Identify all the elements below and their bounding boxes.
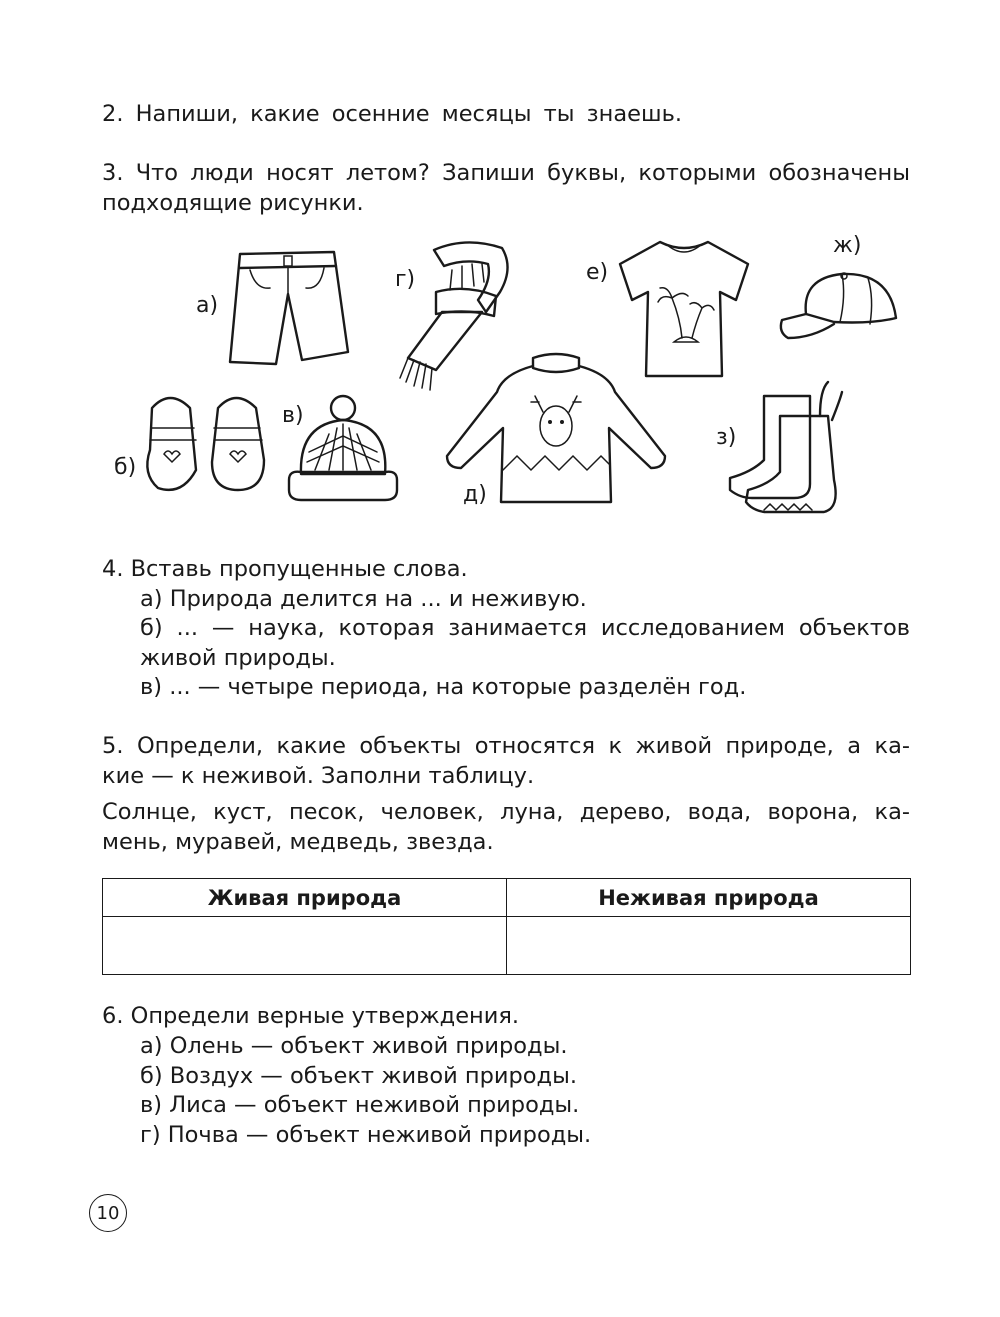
task6-item-a: а) Олень — объект живой природы. xyxy=(140,1033,568,1059)
table-header-nonliving: Неживая природа xyxy=(507,879,911,917)
label-zh: ж) xyxy=(833,233,862,258)
sandals-illustration xyxy=(138,390,270,496)
rubber-boots-illustration xyxy=(724,380,846,516)
task4-title: 4. Вставь пропущенные слова. xyxy=(102,556,468,582)
task6-item-b: б) Воздух — объект живой природы. xyxy=(140,1063,578,1089)
winter-hat-illustration xyxy=(285,394,401,504)
task4-item-a: а) Природа делится на ... и неживую. xyxy=(140,586,587,612)
task4-item-b-line2: живой природы. xyxy=(140,645,336,671)
label-a: а) xyxy=(196,293,219,318)
task6-item-v: в) Лиса — объект неживой природы. xyxy=(140,1092,580,1118)
task5-line1: 5. Определи, какие объекты относятся к живой природе, а ка- xyxy=(102,733,910,759)
label-b: б) xyxy=(114,455,137,480)
page-number: 10 xyxy=(89,1194,127,1232)
task5-line2: кие — к неживой. Заполни таблицу. xyxy=(102,763,535,789)
task5-word-list-line2: мень, муравей, медведь, звезда. xyxy=(102,829,494,855)
task2-text: 2. Напиши, какие осенние месяцы ты знаешь. xyxy=(102,101,682,127)
label-g: г) xyxy=(395,267,416,292)
label-v: в) xyxy=(282,403,304,428)
palm-tshirt-illustration xyxy=(616,238,752,380)
label-z: з) xyxy=(716,425,737,450)
task6-title: 6. Определи верные утверждения. xyxy=(102,1003,520,1029)
task3-line1: 3. Что люди носят летом? Запиши буквы, которыми обозначены xyxy=(102,160,910,186)
label-d: д) xyxy=(463,482,487,507)
living-nonliving-table xyxy=(102,878,911,975)
task5-word-list-line1: Солнце, куст, песок, человек, луна, дерево, вода, ворона, ка- xyxy=(102,799,910,825)
task6-item-g: г) Почва — объект неживой природы. xyxy=(140,1122,592,1148)
shorts-illustration xyxy=(226,248,350,370)
task4-item-c: в) ... — четыре периода, на которые разделён год. xyxy=(140,674,747,700)
task3-line2: подходящие рисунки. xyxy=(102,190,364,216)
table-cell-nonliving[interactable] xyxy=(507,917,911,975)
table-header-living: Живая природа xyxy=(103,879,507,917)
task4-item-b-line1: б) ... — наука, которая занимается исследованием объектов xyxy=(140,615,910,641)
table-cell-living[interactable] xyxy=(103,917,507,975)
label-e: е) xyxy=(586,260,609,285)
cap-illustration xyxy=(776,268,900,342)
